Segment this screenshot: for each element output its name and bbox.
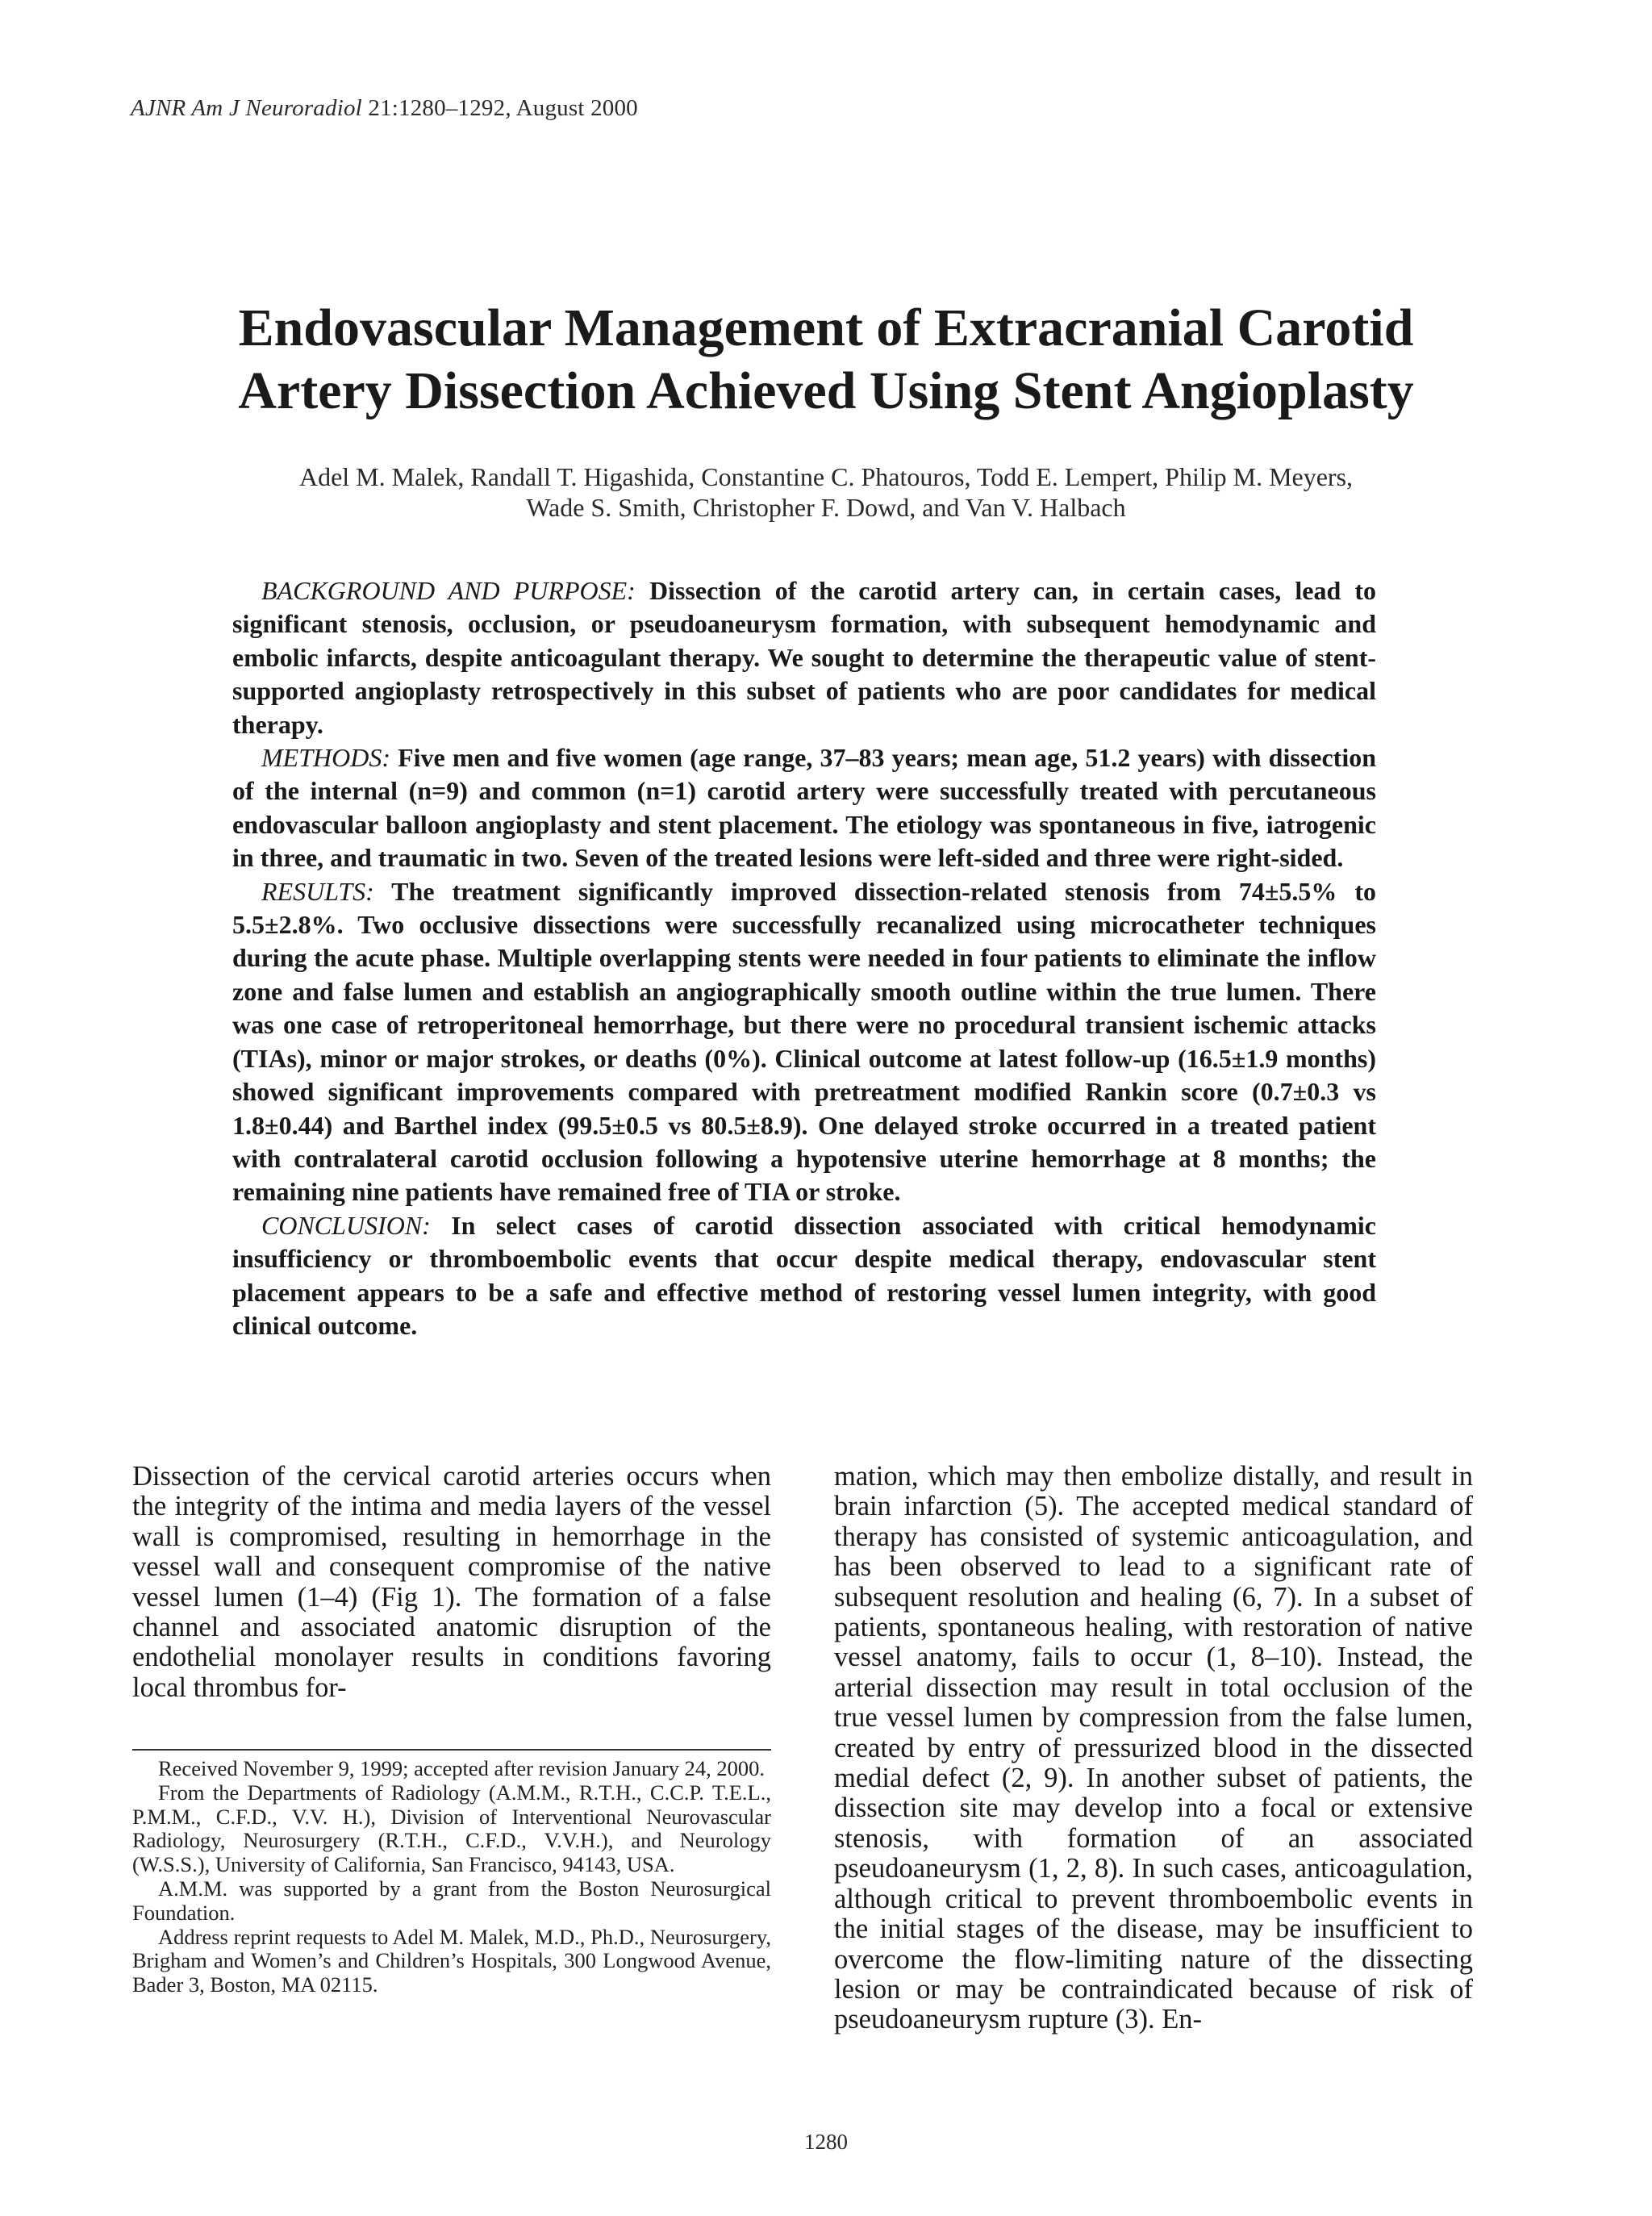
abstract-background-label: BACKGROUND AND PURPOSE: [261, 576, 636, 605]
abstract-conclusion [232, 1209, 1376, 1343]
footnote-received: Received November 9, 1999; accepted after revision January 24, 2000. [158, 1756, 766, 1780]
title-line-2: Artery Dissection Achieved Using Stent Angioplasty [238, 361, 1414, 420]
abstract-methods-label: METHODS: [261, 743, 390, 773]
body-column-right [834, 1462, 1473, 2035]
body-paragraph-right: mation, which may then embolize distally, and result in brain infarction (5). The accepted medical standard of therapy has consisted of systemic anticoagulation, and has been observed to lead to a significant rate of subsequent resolution and healing (6, 7). In a subset of patients, spontaneous healing, with restoration of native vessel anatomy, fails to occur (1, 8–10). Instead, the arterial dissection may result in total occlusion of the true vessel lumen by compression from the false lumen, created by entry of pressurized blood in the dissected medial defect (2, 9). In another subset of patients, the dissection site may develop into a focal or extensive stenosis, with formation of an associated pseudoaneurysm (1, 2, 8). In such cases, anticoagulation, although critical to prevent thromboembolic events in the initial stages of the disease, may be insufficient to overcome the flow-limiting nature of the dissecting lesion or may be contraindicated because of risk of pseudoaneurysm rupture (3). En- [834, 1461, 1473, 2035]
abstract-conclusion-label: CONCLUSION: [261, 1210, 431, 1240]
footnote-grant: A.M.M. was supported by a grant from the Boston Neurosurgical Foundation. [132, 1876, 771, 1925]
footnote-divider [132, 1749, 771, 1751]
abstract-conclusion-text: In select cases of carotid dissection associated with critical hemodynamic insufficiency or thromboembolic events that occur despite medical therapy, endovascular stent placement appears to be a safe and effective method of restoring vessel lumen integrity, with good clinical outcome. [232, 1210, 1377, 1340]
body-column-left [132, 1462, 771, 1703]
abstract-background [232, 574, 1376, 741]
body-paragraph-left: Dissection of the cervical carotid arteries occurs when the integrity of the intima and media layers of the vessel wall is compromised, resulting in hemorrhage in the vessel wall and consequent compromise of the native vessel lumen (1–4) (Fig 1). The formation of a false channel and associated anatomic disruption of the endothelial monolayer results in conditions favoring local thrombus for- [132, 1461, 771, 1703]
abstract-methods-text: Five men and five women (age range, 37–83 years; mean age, 51.2 years) with dissection of the internal (n=9) and common (n=1) carotid artery were successfully treated with percutaneous endovascular balloon angioplasty and stent placement. The etiology was spontaneous in five, iatrogenic in three, and traumatic in two. Seven of the treated lesions were left-sided and three were right-sided. [232, 743, 1377, 873]
abstract-results-label: RESULTS: [261, 876, 374, 906]
abstract-background-text: Dissection of the carotid artery can, in certain cases, lead to significant stenosis, occlusion, or pseudoaneurysm formation, with subsequent hemodynamic and embolic infarcts, despite anticoagulant therapy. We sought to determine the therapeutic value of stent-supported angioplasty retrospectively in this subset of patients who are poor candidates for medical therapy. [232, 576, 1377, 739]
footnote-affiliation: From the Departments of Radiology (A.M.M., R.T.H., C.C.P. T.E.L., P.M.M., C.F.D., V.V. H.), Division of Interventional Neurovascular Radiology, Neurosurgery (R.T.H., C.F.D., V.V.H.), and Neurology (W.S.S.), University of California, San Francisco, 94143, USA. [132, 1780, 771, 1877]
abstract-results [232, 875, 1376, 1209]
abstract [232, 574, 1376, 1342]
abstract-methods [232, 741, 1376, 875]
article-title [121, 297, 1531, 423]
journal-citation: 21:1280–1292, August 2000 [368, 95, 638, 121]
footnote-reprints: Address reprint requests to Adel M. Malek, M.D., Ph.D., Neurosurgery, Brigham and Women’s and Children’s Hospitals, 300 Longwood Avenue, Bader 3, Boston, MA 02115. [132, 1924, 771, 1997]
journal-name: AJNR Am J Neuroradiol [131, 95, 362, 121]
author-list [121, 461, 1531, 523]
authors-line-2: Wade S. Smith, Christopher F. Dowd, and Van V. Halbach [526, 493, 1126, 522]
page-number: 1280 [804, 2130, 848, 2154]
abstract-results-text: The treatment significantly improved dissection-related stenosis from 74±5.5% to 5.5±2.8%. Two occlusive dissections were successfully recanalized using microcatheter techniques during the acute phase. Multiple overlapping stents were needed in four patients to eliminate the inflow zone and false lumen and establish an angiographically smooth outline within the true lumen. There was one case of retroperitoneal hemorrhage, but there were no procedural transient ischemic attacks (TIAs), minor or major strokes, or deaths (0%). Clinical outcome at latest follow-up (16.5±1.9 months) showed significant improvements compared with pretreatment modified Rankin score (0.7±0.3 vs 1.8±0.44) and Barthel index (99.5±0.5 vs 80.5±8.9). One delayed stroke occurred in a treated patient with contralateral carotid occlusion following a hypotensive uterine hemorrhage at 8 months; the remaining nine patients have remained free of TIA or stroke. [232, 876, 1376, 1207]
footnotes [132, 1757, 771, 1997]
running-head [131, 95, 638, 122]
title-line-1: Endovascular Management of Extracranial Carotid [238, 298, 1414, 357]
authors-line-1: Adel M. Malek, Randall T. Higashida, Constantine C. Phatouros, Todd E. Lempert, Philip M. Meyers, [298, 462, 1354, 491]
